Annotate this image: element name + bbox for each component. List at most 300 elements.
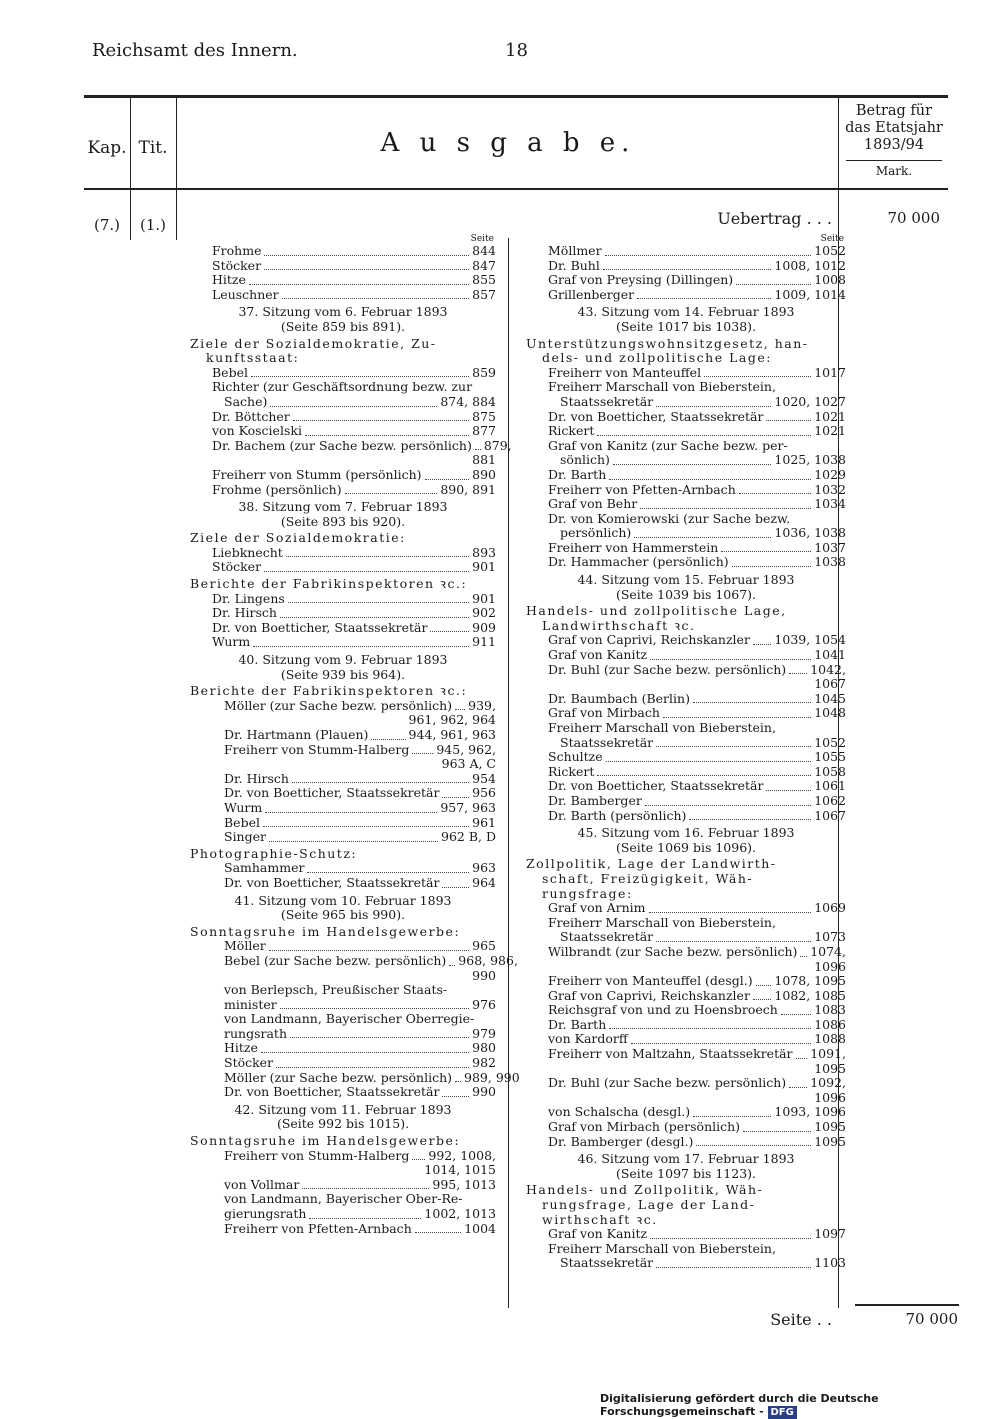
leader-dots — [305, 435, 469, 436]
entry-pages: 968, 986, — [458, 952, 518, 968]
entry-pages: 1062 — [814, 792, 846, 808]
entry-name: Graf von Preysing (Dillingen) — [548, 272, 734, 288]
leader-dots — [307, 872, 469, 873]
entry-name: Graf von Arnim — [548, 900, 646, 916]
leader-dots — [606, 761, 812, 762]
entry-pages: 965 — [472, 938, 496, 954]
uebertrag-label: Uebertrag . . . — [717, 209, 832, 228]
index-entry — [526, 1018, 846, 1033]
entry-name: persönlich) — [560, 525, 632, 541]
entry-name: Graf von Caprivi, Reichskanzler — [548, 987, 750, 1003]
entry-name: Möllmer — [548, 243, 602, 258]
entry-name: Stöcker — [212, 257, 262, 273]
topic-line: Berichte der Fabrikinspektoren ꝛc.: — [190, 576, 468, 592]
index-entry — [526, 483, 846, 498]
entry-pages: 1042, — [810, 661, 846, 677]
page-number: 18 — [505, 40, 528, 61]
topic-line: rungsfrage: — [542, 885, 633, 901]
topic-heading — [526, 604, 846, 633]
index-entry — [526, 1003, 846, 1018]
entry-pages: 902 — [472, 605, 496, 621]
entry-name: Singer — [224, 829, 266, 845]
leader-dots — [656, 1267, 811, 1268]
leader-dots — [704, 376, 811, 377]
leader-dots — [309, 1218, 421, 1219]
entry-name: minister — [224, 996, 277, 1012]
session-range: (Seite 859 bis 891). — [280, 318, 406, 334]
leader-dots — [656, 746, 811, 747]
dfg-logo: DFG — [768, 1406, 797, 1419]
leader-dots — [631, 1043, 811, 1044]
index-entry — [190, 592, 496, 607]
entry-pages: 859 — [472, 364, 496, 380]
entry-name: Liebknecht — [212, 544, 283, 560]
entry-pages: 1052 — [814, 243, 846, 258]
entry-pages: 874, 884 — [440, 393, 496, 409]
leader-dots — [425, 479, 470, 480]
leader-dots — [290, 1037, 469, 1038]
index-entry — [526, 692, 846, 707]
leader-dots — [276, 1067, 469, 1068]
entry-name: Möller (zur Sache bezw. persönlich) — [224, 1069, 453, 1085]
session-title: 37. Sitzung vom 6. Februar 1893 — [238, 304, 448, 320]
unit-rule — [846, 160, 942, 161]
betrag-header — [840, 103, 948, 154]
entry-name: Rickert — [548, 763, 595, 779]
entry-name: Freiherr Marschall von Bieberstein, — [548, 1240, 776, 1256]
entry-name: Freiherr von Stumm-Halberg — [224, 741, 410, 757]
leader-dots — [442, 887, 469, 888]
entry-pages: 956 — [472, 785, 496, 801]
index-entry — [190, 468, 496, 483]
leader-dots — [430, 631, 469, 632]
index-entry — [190, 483, 496, 498]
entry-pages: 961 — [472, 814, 496, 830]
entry-pages: 1073 — [814, 929, 846, 945]
entry-pages: 1034 — [814, 496, 846, 512]
leader-dots — [597, 775, 811, 776]
entry-name: gierungsrath — [224, 1206, 307, 1221]
entry-name: Dr. Hartmann (Plauen) — [224, 727, 369, 742]
entry-name: Dr. Baumbach (Berlin) — [548, 690, 690, 706]
leader-dots — [656, 941, 811, 942]
entry-name: Leuschner — [212, 286, 279, 302]
leader-dots — [251, 376, 469, 377]
leader-dots — [455, 709, 465, 710]
entry-list — [526, 244, 846, 302]
entry-name: Dr. Bachem (zur Sache bezw. persönlich) — [212, 437, 472, 453]
index-entry — [526, 526, 846, 541]
leader-dots — [605, 255, 812, 256]
entry-pages: 1037 — [814, 539, 846, 555]
entry-pages: 1020, 1027 — [774, 393, 846, 409]
entry-name: Staatssekretär — [560, 929, 654, 945]
leader-dots — [263, 826, 469, 827]
index-entry — [190, 786, 496, 801]
index-entry — [526, 497, 846, 512]
index-entry — [526, 916, 846, 931]
index-entry — [526, 930, 846, 945]
session-heading — [190, 500, 496, 529]
entry-name: Dr. Barth (persönlich) — [548, 807, 687, 823]
leader-dots — [732, 566, 812, 567]
index-entry — [190, 743, 496, 758]
leader-dots — [264, 255, 469, 256]
leader-dots — [736, 284, 811, 285]
entry-pages: 1074, — [810, 943, 846, 959]
entry-pages: 1095 — [814, 1119, 846, 1135]
topic-line: Ziele der Sozialdemokratie, Zu- — [190, 335, 437, 351]
entry-pages: 901 — [472, 559, 496, 575]
index-entry — [526, 779, 846, 794]
entry-pages: 1038 — [814, 554, 846, 570]
entry-name: von Kardorff — [548, 1031, 628, 1047]
session-title: 44. Sitzung vom 15. Februar 1893 — [577, 572, 795, 588]
index-entry — [190, 801, 496, 816]
topic-line: rungsfrage, Lage der Land- — [542, 1197, 756, 1212]
topic-line: wirthschaft ꝛc. — [542, 1211, 658, 1227]
index-entry — [526, 1227, 846, 1242]
index-entry — [190, 273, 496, 288]
index-entry — [526, 273, 846, 288]
session-range: (Seite 1097 bis 1123). — [615, 1165, 757, 1181]
entry-pages: 1058 — [814, 763, 846, 779]
entry-name: Schultze — [548, 749, 603, 765]
entry-name: von Landmann, Bayerischer Ober-Re- — [224, 1191, 463, 1207]
leader-dots — [412, 753, 433, 754]
index-entry — [526, 288, 846, 303]
entry-name: rungsrath — [224, 1025, 287, 1041]
leader-dots — [264, 269, 469, 270]
session-range: (Seite 965 bis 990). — [280, 907, 406, 923]
entry-name: Freiherr von Manteuffel (desgl.) — [548, 973, 753, 989]
entry-name: Freiherr Marschall von Bieberstein, — [548, 720, 776, 735]
entry-pages: 957, 963 — [440, 799, 496, 815]
tit-divider — [176, 98, 177, 240]
betrag-line-1: Betrag für — [855, 103, 933, 119]
entry-pages: 879, — [483, 437, 512, 453]
entry-pages: 890, 891 — [440, 481, 496, 497]
entry-pages: 1097 — [814, 1226, 846, 1242]
topic-line: schaft, Freizügigkeit, Wäh- — [542, 870, 754, 886]
index-entry — [190, 410, 496, 425]
entry-pages: 1008, 1012 — [774, 257, 846, 273]
session-heading — [526, 1152, 846, 1181]
leader-dots — [789, 1087, 807, 1088]
index-entry — [526, 974, 846, 989]
entry-name: Freiherr Marschall von Bieberstein, — [548, 914, 776, 930]
index-entry — [190, 1085, 496, 1100]
entry-name: Dr. Bamberger — [548, 792, 642, 808]
entry-pages: 1096 — [814, 958, 846, 974]
seite-label: Seite — [470, 234, 494, 244]
running-title: Reichsamt des Innern. — [92, 40, 298, 61]
index-entry — [526, 395, 846, 410]
seite-label: Seite — [820, 234, 844, 244]
leader-dots — [249, 284, 469, 285]
entry-name: Staatssekretär — [560, 1255, 654, 1271]
unit-label: Mark. — [875, 164, 913, 178]
leader-dots — [689, 819, 811, 820]
entry-name: von Koscielski — [212, 423, 302, 439]
entry-name: Staatssekretär — [560, 393, 654, 409]
entry-pages: 963 — [472, 860, 496, 876]
entry-pages: 961, 962, 964 — [408, 712, 496, 728]
entry-pages: 875 — [472, 408, 496, 424]
index-entry — [190, 713, 496, 728]
session-heading — [526, 305, 846, 334]
topic-line: Sonntagsruhe im Handelsgewerbe: — [190, 923, 461, 939]
entry-name: Bebel — [212, 364, 248, 380]
leader-dots — [781, 1014, 811, 1015]
total-amount: 70 000 — [905, 1310, 958, 1328]
index-entry — [526, 663, 846, 678]
entry-name: von Schalscha (desgl.) — [548, 1104, 691, 1120]
entry-pages: 1002, 1013 — [424, 1206, 496, 1221]
index-entry — [190, 728, 496, 743]
leader-dots — [650, 659, 811, 660]
entry-pages: 1052 — [814, 734, 846, 750]
entry-name: Wurm — [224, 799, 263, 815]
index-entry — [190, 1222, 496, 1237]
index-entry — [190, 560, 496, 575]
footer-note — [600, 1392, 1000, 1418]
leader-dots — [455, 1081, 461, 1082]
entry-pages: 1078, 1095 — [774, 973, 846, 989]
entry-list — [190, 699, 496, 845]
betrag-line-3: 1893/94 — [863, 137, 925, 153]
index-entry — [190, 861, 496, 876]
entry-pages: 1061 — [814, 778, 846, 794]
index-entry — [526, 1242, 846, 1257]
index-entry — [190, 621, 496, 636]
index-entry — [190, 546, 496, 561]
entry-name: Freiherr von Stumm (persönlich) — [212, 466, 422, 482]
leader-dots — [696, 1145, 811, 1146]
entry-pages: 1091, — [810, 1046, 846, 1062]
entry-pages: 1055 — [814, 749, 846, 765]
entry-pages: 964 — [472, 874, 496, 890]
topic-heading — [190, 1134, 496, 1149]
index-entry — [190, 816, 496, 831]
entry-list — [190, 244, 496, 302]
index-entry — [190, 1027, 496, 1042]
column-divider — [508, 238, 509, 1308]
topic-line: Unterstützungswohnsitzgesetz, han- — [526, 335, 809, 351]
leader-dots — [613, 464, 772, 465]
session-heading — [190, 653, 496, 682]
session-title: 45. Sitzung vom 16. Februar 1893 — [577, 825, 795, 841]
index-entry — [190, 259, 496, 274]
topic-line: Sonntagsruhe im Handelsgewerbe: — [190, 1133, 461, 1149]
index-entry — [190, 380, 496, 395]
entry-name: Samhammer — [224, 860, 305, 876]
entry-name: Freiherr von Pfetten-Arnbach — [548, 481, 736, 497]
session-title: 38. Sitzung vom 7. Februar 1893 — [238, 499, 448, 515]
entry-pages: 1083 — [814, 1002, 846, 1018]
index-entry — [526, 468, 846, 483]
index-entry — [190, 772, 496, 787]
index-entry — [526, 1062, 846, 1077]
entry-name: Dr. Bamberger (desgl.) — [548, 1133, 694, 1149]
leader-dots — [302, 1188, 429, 1189]
entry-pages: 944, 961, 963 — [408, 727, 496, 742]
entry-pages: 1021 — [814, 408, 846, 424]
leader-dots — [640, 508, 811, 509]
session-heading — [526, 826, 846, 855]
index-entry — [526, 1120, 846, 1135]
topic-line: Handels- und Zollpolitik, Wäh- — [526, 1182, 764, 1198]
session-range: (Seite 939 bis 964). — [280, 666, 406, 682]
leader-dots — [415, 1232, 461, 1233]
entry-pages: 890 — [472, 466, 496, 482]
entry-pages: 976 — [472, 996, 496, 1012]
kap-divider — [130, 98, 131, 240]
entry-name: Dr. Lingens — [212, 590, 285, 606]
topic-line: Handels- und zollpolitische Lage, — [526, 603, 787, 619]
entry-name: Dr. Buhl — [548, 257, 600, 273]
entry-pages: 962 B, D — [441, 829, 496, 845]
topic-line: Berichte der Fabrikinspektoren ꝛc.: — [190, 683, 468, 699]
leader-dots — [282, 298, 470, 299]
index-entry — [526, 366, 846, 381]
left-index-column — [190, 234, 520, 1236]
topic-heading — [526, 337, 846, 366]
entry-name: Möller — [224, 938, 266, 954]
index-entry — [526, 706, 846, 721]
entry-pages: 945, 962, — [436, 741, 496, 757]
topic-line: Ziele der Sozialdemokratie: — [190, 530, 406, 546]
entry-pages: 893 — [472, 544, 496, 560]
entry-name: Dr. von Boetticher, Staatssekretär — [212, 619, 428, 635]
entry-name: Sache) — [224, 393, 268, 409]
index-entry — [526, 765, 846, 780]
leader-dots — [766, 420, 811, 421]
index-entry — [526, 555, 846, 570]
index-entry — [190, 983, 496, 998]
index-entry — [526, 648, 846, 663]
entry-name: Grillenberger — [548, 286, 635, 302]
entry-name: Frohme — [212, 243, 262, 258]
index-entry — [190, 424, 496, 439]
footer-text: Digitalisierung gefördert durch die Deutsche Forschungsgemeinschaft - — [600, 1392, 879, 1418]
right-index-column — [526, 234, 846, 1271]
topic-heading — [526, 857, 846, 901]
entry-pages: 1041 — [814, 647, 846, 663]
leader-dots — [789, 673, 807, 674]
topic-heading — [526, 1183, 846, 1227]
topic-heading — [190, 925, 496, 940]
entry-list — [526, 366, 846, 570]
seite-total-label: Seite . . — [770, 1310, 832, 1329]
index-entry — [526, 736, 846, 751]
session-title: 41. Sitzung vom 10. Februar 1893 — [234, 892, 452, 908]
entry-pages: 1086 — [814, 1016, 846, 1032]
entry-pages: 901 — [472, 590, 496, 606]
entry-pages: 1032 — [814, 481, 846, 497]
entry-list — [526, 1227, 846, 1271]
tit-header: Tit. — [138, 138, 168, 158]
entry-name: von Vollmar — [224, 1176, 300, 1192]
leader-dots — [603, 269, 772, 270]
kap-value: (7.) — [93, 216, 120, 234]
entry-name: Wurm — [212, 634, 251, 650]
entry-list — [526, 901, 846, 1149]
leader-dots — [756, 985, 772, 986]
topic-heading — [190, 577, 496, 592]
index-entry — [526, 439, 846, 454]
index-entry — [190, 830, 496, 845]
index-entry — [190, 1178, 496, 1193]
entry-pages: 1008 — [814, 272, 846, 288]
entry-pages: 1048 — [814, 705, 846, 721]
leader-dots — [288, 602, 469, 603]
entry-pages: 1067 — [814, 807, 846, 823]
entry-name: von Berlepsch, Preußischer Staats- — [224, 982, 448, 998]
entry-name: Freiherr von Pfetten-Arnbach — [224, 1220, 412, 1236]
topic-heading — [190, 847, 496, 862]
leader-dots — [663, 717, 811, 718]
index-entry — [190, 366, 496, 381]
index-entry — [190, 395, 496, 410]
entry-name: Graf von Caprivi, Reichskanzler — [548, 632, 750, 648]
index-entry — [190, 635, 496, 650]
topic-heading — [190, 531, 496, 546]
entry-pages: 980 — [472, 1040, 496, 1056]
index-entry — [526, 380, 846, 395]
entry-name: Dr. Barth — [548, 466, 607, 482]
entry-name: Dr. von Boetticher, Staatssekretär — [548, 408, 764, 424]
entry-name: Dr. Buhl (zur Sache bezw. persönlich) — [548, 1075, 787, 1091]
index-entry — [526, 1105, 846, 1120]
index-entry — [526, 901, 846, 916]
sum-rule — [855, 1304, 959, 1306]
session-range: (Seite 992 bis 1015). — [276, 1116, 410, 1132]
entry-pages: 1021 — [814, 423, 846, 439]
entry-name: Stöcker — [212, 559, 262, 575]
index-entry — [526, 677, 846, 692]
entry-name: Dr. Hirsch — [224, 770, 289, 786]
leader-dots — [645, 805, 811, 806]
index-entry — [190, 699, 496, 714]
leader-dots — [265, 812, 437, 813]
kap-header: Kap. — [87, 138, 127, 158]
leader-dots — [609, 1028, 811, 1029]
entry-name: Dr. Buhl (zur Sache bezw. persönlich) — [548, 661, 787, 677]
index-entry — [190, 288, 496, 303]
entry-pages: 1103 — [814, 1255, 846, 1271]
entry-name: Dr. von Boetticher, Staatssekretär — [548, 778, 764, 794]
entry-list — [190, 1149, 496, 1237]
leader-dots — [345, 493, 438, 494]
entry-pages: 1088 — [814, 1031, 846, 1047]
entry-pages: 909 — [472, 619, 496, 635]
leader-dots — [753, 999, 771, 1000]
index-entry — [526, 1135, 846, 1150]
leader-dots — [286, 556, 469, 557]
entry-name: Dr. Hammacher (persönlich) — [548, 554, 729, 570]
entry-pages: 1067 — [814, 676, 846, 692]
index-entry — [526, 259, 846, 274]
leader-dots — [442, 1096, 469, 1097]
session-range: (Seite 1039 bis 1067). — [615, 586, 757, 602]
index-entry — [526, 453, 846, 468]
entry-pages: 1036, 1038 — [774, 525, 846, 541]
entry-pages: 989, 990 — [464, 1069, 520, 1085]
topic-line: kunftsstaat: — [206, 350, 300, 366]
leader-dots — [721, 551, 811, 552]
index-entry — [526, 410, 846, 425]
